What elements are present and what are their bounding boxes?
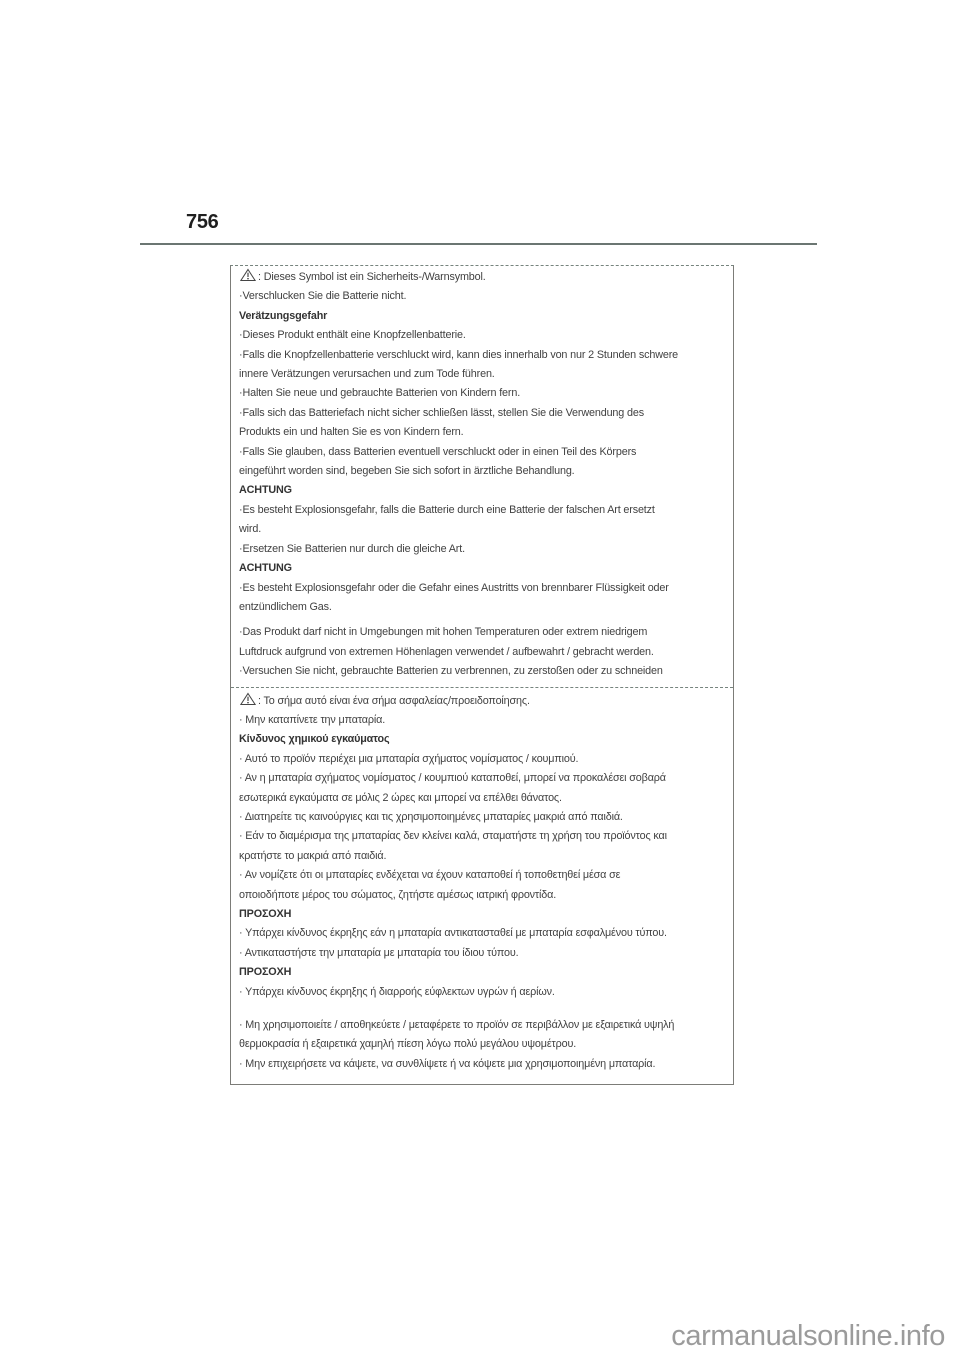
warning-line: ·Verschlucken Sie die Batterie nicht.: [239, 290, 407, 303]
warning-line: εσωτερικά εγκαύματα σε μόλις 2 ώρες και μπορεί να επέλθει θάνατος.: [239, 791, 562, 804]
warning-line: · Υπάρχει κίνδυνος έκρηξης ή διαρροής εύφλεκτων υγρών ή αερίων.: [239, 985, 555, 998]
warning-heading: ACHTUNG: [239, 484, 292, 497]
warning-section-german: [231, 266, 733, 687]
warning-line: : Το σήμα αυτό είναι ένα σήμα ασφαλείας/προειδοποίησης.: [239, 692, 721, 711]
warning-line: οποιοδήποτε μέρος του σώματος, ζητήστε αμέσως ιατρική φροντίδα.: [239, 888, 557, 901]
warning-line: κρατήστε το μακριά από παιδιά.: [239, 849, 387, 862]
warning-line: ·Es besteht Explosionsgefahr, falls die Batterie durch eine Batterie der falschen Art ersetzt: [239, 503, 655, 516]
page-number: 756: [186, 211, 219, 233]
warning-line: · Αν η μπαταρία σχήματος νομίσματος / κουμπιού καταποθεί, μπορεί να προκαλέσει σοβαρά: [239, 772, 666, 785]
header-rule: [140, 243, 817, 245]
warning-line: entzündlichem Gas.: [239, 600, 332, 613]
warning-line: ·Ersetzen Sie Batterien nur durch die gleiche Art.: [239, 542, 465, 555]
warning-heading: Verätzungsgefahr: [239, 309, 328, 322]
warning-line: ·Falls Sie glauben, dass Batterien eventuell verschluckt oder in einen Teil des Körpers: [239, 445, 637, 458]
warning-heading: ΠΡΟΣΟΧΗ: [239, 966, 292, 979]
warning-line: ·Es besteht Explosionsgefahr oder die Gefahr eines Austritts von brennbarer Flüssigkeit oder: [239, 581, 669, 594]
battery-warning-box: [230, 265, 734, 1085]
warning-line: ·Dieses Produkt enthält eine Knopfzellenbatterie.: [239, 329, 466, 342]
warning-heading: Κίνδυνος χημικού εγκαύματος: [239, 733, 390, 746]
warning-triangle-icon: [240, 268, 256, 282]
warning-line: wird.: [239, 523, 262, 536]
warning-line: θερμοκρασία ή εξαιρετικά χαμηλή πίεση λόγω πολύ μεγάλου υψομέτρου.: [239, 1038, 577, 1051]
warning-line: Luftdruck aufgrund von extremen Höhenlagen verwendet / aufbewahrt / gebracht werden.: [239, 645, 654, 658]
warning-line: Produkts ein und halten Sie es von Kindern fern.: [239, 426, 464, 439]
warning-line: · Αν νομίζετε ότι οι μπαταρίες ενδέχεται να έχουν καταποθεί ή τοποθετηθεί μέσα σε: [239, 869, 621, 882]
warning-line: · Εάν το διαμέρισμα της μπαταρίας δεν κλείνει καλά, σταματήστε τη χρήση του προϊόντος και: [239, 830, 667, 843]
warning-line: ·Versuchen Sie nicht, gebrauchte Batterien zu verbrennen, zu zerstoßen oder zu schneiden: [239, 665, 663, 678]
warning-line: ·Das Produkt darf nicht in Umgebungen mit hohen Temperaturen oder extrem niedrigem: [239, 626, 648, 639]
watermark: carmanualsonline.info: [671, 1320, 945, 1352]
warning-heading: ΠΡΟΣΟΧΗ: [239, 908, 292, 920]
warning-line: : Dieses Symbol ist ein Sicherheits-/Warnsymbol.: [239, 268, 721, 287]
warning-line: ·Falls sich das Batteriefach nicht sicher schließen lässt, stellen Sie die Verwendung des: [239, 406, 644, 419]
warning-line: · Μην καταπίνετε την μπαταρία.: [239, 713, 386, 726]
warning-line: innere Verätzungen verursachen und zum Tode führen.: [239, 368, 495, 381]
warning-line: · Μη χρησιμοποιείτε / αποθηκεύετε / μεταφέρετε το προϊόν σε περιβάλλον με εξαιρετικά υψηλή: [239, 1019, 675, 1032]
warning-heading: ACHTUNG: [239, 562, 292, 575]
warning-line: · Μην επιχειρήσετε να κάψετε, να συνθλίψετε ή να κόψετε μια χρησιμοποιημένη μπαταρία.: [239, 1057, 656, 1070]
warning-line: · Αυτό το προϊόν περιέχει μια μπαταρία σχήματος νομίσματος / κουμπιού.: [239, 752, 579, 765]
warning-section-greek: [231, 688, 733, 1085]
warning-line: ·Halten Sie neue und gebrauchte Batterien von Kindern fern.: [239, 387, 521, 400]
warning-line: eingeführt worden sind, begeben Sie sich sofort in ärztliche Behandlung.: [239, 465, 575, 478]
warning-line: ·Falls die Knopfzellenbatterie verschluckt wird, kann dies innerhalb von nur 2 Stunden schwere: [239, 348, 679, 361]
warning-triangle-icon: [240, 692, 256, 706]
warning-line: · Αντικαταστήστε την μπαταρία με μπαταρία του ίδιου τύπου.: [239, 946, 519, 959]
warning-line: · Διατηρείτε τις καινούργιες και τις χρησιμοποιημένες μπαταρίες μακριά από παιδιά.: [239, 810, 623, 823]
warning-line: · Υπάρχει κίνδυνος έκρηξης εάν η μπαταρία αντικατασταθεί με μπαταρία εσφαλμένου τύπου.: [239, 927, 667, 940]
